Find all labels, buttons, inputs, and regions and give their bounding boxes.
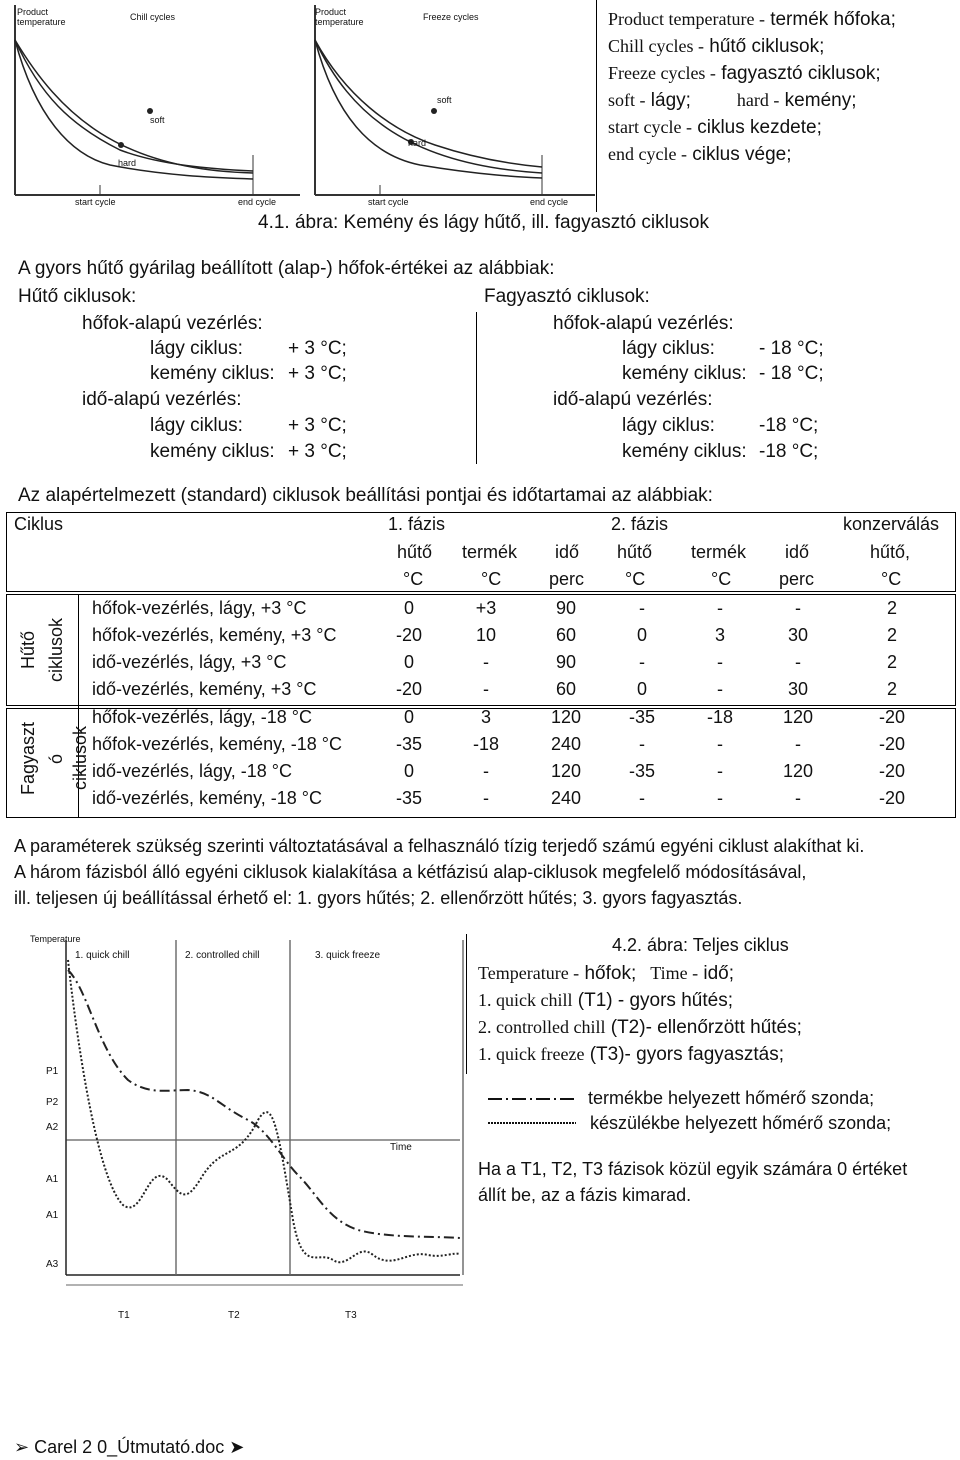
table-cell: - bbox=[795, 652, 801, 672]
table-cell: 90 bbox=[555, 598, 577, 618]
table-cell: - bbox=[639, 734, 645, 754]
ytick-a1: A1 bbox=[46, 1174, 59, 1185]
table-cell: - bbox=[483, 761, 489, 781]
th-cons-unit: °C bbox=[881, 569, 902, 589]
table-header-phase2: 2. fázis bbox=[611, 514, 669, 534]
ytick-p1: P1 bbox=[46, 1066, 59, 1077]
full-cycle-ylabel: Temperature bbox=[30, 934, 81, 944]
table-cell: -20 bbox=[878, 761, 905, 781]
footer: ➢ Carel 2 0_Útmutató.doc ➤ bbox=[14, 1437, 245, 1457]
table-cell: 3 bbox=[714, 625, 725, 645]
table-cell: 2 bbox=[886, 625, 897, 645]
th-p2-time-unit: perc bbox=[779, 569, 815, 589]
freeze-time-soft-value: -18 °C; bbox=[759, 415, 819, 436]
freeze-temp-soft-value: - 18 °C; bbox=[759, 338, 824, 359]
chill-cycles-title: Hűtő ciklusok: bbox=[18, 286, 137, 307]
para-line-3: ill. teljesen új beállítással érhető el: 1. gyors hűtés; 2. ellenőrzött hűtés; 3. gyors fagyasztás. bbox=[14, 888, 743, 908]
freeze-end-label: end cycle bbox=[530, 197, 569, 207]
xtick-t1: T1 bbox=[118, 1310, 130, 1321]
freeze-soft-label: soft bbox=[437, 95, 452, 105]
figure2-caption: 4.2. ábra: Teljes ciklus bbox=[612, 935, 789, 955]
table-cell: -20 bbox=[878, 734, 905, 754]
table-cell: 2 bbox=[886, 679, 897, 699]
chill-group-label: Hűtő ciklusok bbox=[18, 617, 66, 683]
table-cell: -35 bbox=[628, 707, 655, 727]
phase-label-2: 2. controlled chill bbox=[185, 950, 260, 961]
table-cell: - bbox=[717, 652, 723, 672]
note-line-1: Ha a T1, T2, T3 fázisok közül egyik számára 0 értéket bbox=[478, 1159, 908, 1179]
table-cell: 240 bbox=[550, 734, 582, 754]
phase-label-3: 3. quick freeze bbox=[315, 950, 381, 961]
table-row-label: idő-vezérlés, kemény, +3 °C bbox=[92, 679, 317, 699]
table-cell: 30 bbox=[787, 625, 809, 645]
full-cycle-xlabel: Time bbox=[390, 1142, 412, 1153]
chill-temp-hard-label: kemény ciklus: bbox=[150, 363, 275, 384]
table-cell: 0 bbox=[403, 598, 414, 618]
ytick-a1-2: A1 bbox=[46, 1210, 59, 1221]
ytick-p2: P2 bbox=[46, 1097, 59, 1108]
table-cell: - bbox=[483, 679, 489, 699]
table-row-label: hőfok-vezérlés, kemény, +3 °C bbox=[92, 625, 337, 645]
th-cons-cooler: hűtő, bbox=[870, 542, 911, 562]
th-p1-cooler-unit: °C bbox=[403, 569, 424, 589]
table-cell: -35 bbox=[628, 761, 655, 781]
footer-arrow-right-icon: ➢ bbox=[14, 1437, 30, 1457]
table-row-label: idő-vezérlés, lágy, -18 °C bbox=[92, 761, 292, 781]
chill-hard-label: hard bbox=[118, 158, 137, 168]
chill-temp-soft-label: lágy ciklus: bbox=[150, 338, 243, 359]
xtick-t2: T2 bbox=[228, 1310, 240, 1321]
para-line-2: A három fázisból álló egyéni ciklusok kialakítása a kétfázisú alap-ciklusok megfelelő módosításával, bbox=[14, 862, 807, 882]
table-cell: 0 bbox=[403, 707, 414, 727]
th-p1-product: termék bbox=[462, 542, 518, 562]
table-cell: -20 bbox=[395, 625, 422, 645]
table-cell: 0 bbox=[403, 761, 414, 781]
table-row-label: idő-vezérlés, kemény, -18 °C bbox=[92, 788, 322, 808]
chill-time-soft-label: lágy ciklus: bbox=[150, 415, 243, 436]
table-cell: -20 bbox=[395, 679, 422, 699]
freeze-cycles-title: Fagyasztó ciklusok: bbox=[484, 286, 650, 307]
table-header-conservation: konzerválás bbox=[843, 514, 940, 534]
th-p2-cooler-unit: °C bbox=[625, 569, 646, 589]
table-header-phase1: 1. fázis bbox=[388, 514, 446, 534]
table-cell: - bbox=[639, 598, 645, 618]
freeze-start-label: start cycle bbox=[368, 197, 409, 207]
ytick-a2: A2 bbox=[46, 1122, 59, 1133]
table-cell: - bbox=[639, 788, 645, 808]
table-cell: - bbox=[717, 679, 723, 699]
table-cell: - bbox=[483, 788, 489, 808]
th-p1-time-unit: perc bbox=[549, 569, 585, 589]
table-cell: 60 bbox=[555, 625, 577, 645]
freeze-title: Freeze cycles bbox=[423, 12, 479, 22]
table-cell: - bbox=[717, 761, 723, 781]
freeze-temp-soft-label: lágy ciklus: bbox=[622, 338, 715, 359]
full-cycle-chart bbox=[28, 930, 468, 1330]
chill-soft-label: soft bbox=[150, 115, 165, 125]
legend-device-probe: készülékbe helyezett hőmérő szonda; bbox=[590, 1113, 892, 1133]
phase-label-1: 1. quick chill bbox=[75, 950, 130, 961]
th-p2-time: idő bbox=[785, 542, 810, 562]
chill-time-hard-label: kemény ciklus: bbox=[150, 441, 275, 462]
table-cell: 60 bbox=[555, 679, 577, 699]
freeze-time-ctrl: idő-alapú vezérlés: bbox=[553, 389, 713, 410]
th-p1-product-unit: °C bbox=[481, 569, 502, 589]
chill-cycles-chart bbox=[10, 5, 310, 215]
table-cell: - bbox=[717, 788, 723, 808]
chill-time-hard-value: + 3 °C; bbox=[288, 441, 347, 462]
table-intro: Az alapértelmezett (standard) ciklusok beállítási pontjai és időtartamai az alábbiak: bbox=[18, 485, 713, 506]
table-cell: 30 bbox=[787, 679, 809, 699]
th-p2-cooler: hűtő bbox=[617, 542, 653, 562]
legend-line-product bbox=[488, 1094, 578, 1104]
table-cell: - bbox=[795, 598, 801, 618]
freeze-group-label: Fagyaszt ó ciklusok bbox=[18, 721, 90, 795]
figure1-legend: Product temperature - termék hőfoka; Chill cycles - hűtő ciklusok; Freeze cycles - fagyasztó ciklusok; soft - lágy; hard - kemény; start cycle - ciklus kezdete; end cycle - ciklus vége; bbox=[608, 9, 896, 165]
chill-time-ctrl: idő-alapú vezérlés: bbox=[82, 389, 242, 410]
freeze-ylabel: Product temperature bbox=[315, 7, 364, 27]
th-p1-cooler: hűtő bbox=[397, 542, 433, 562]
table-cell: 3 bbox=[480, 707, 491, 727]
table-cell: - bbox=[483, 652, 489, 672]
xtick-t3: T3 bbox=[345, 1310, 357, 1321]
para-line-1: A paraméterek szükség szerinti változtatásával a felhasználó tízig terjedő számú egyéni ciklust alakíthat ki. bbox=[14, 836, 865, 856]
chill-time-soft-value: + 3 °C; bbox=[288, 415, 347, 436]
table-cell: - bbox=[717, 598, 723, 618]
table-cell: 10 bbox=[475, 625, 497, 645]
freeze-temp-hard-value: - 18 °C; bbox=[759, 363, 824, 384]
table-row-label: hőfok-vezérlés, lágy, +3 °C bbox=[92, 598, 307, 618]
chill-temp-ctrl: hőfok-alapú vezérlés: bbox=[82, 313, 263, 334]
footer-arrow-left-icon: ➤ bbox=[229, 1437, 245, 1457]
th-p2-product-unit: °C bbox=[711, 569, 732, 589]
table-cell: 90 bbox=[555, 652, 577, 672]
figure2-legend: Temperature - hőfok; Time - idő; 1. quick chill (T1) - gyors hűtés; 2. controlled chill (T2)- ellenőrzött hűtés; 1. quick freeze (T3)- gyors fagyasztás; bbox=[478, 963, 802, 1065]
table-cell: 2 bbox=[886, 598, 897, 618]
table-header-cycle: Ciklus bbox=[14, 514, 64, 534]
table-cell: 0 bbox=[636, 679, 647, 699]
table-cell: - bbox=[795, 734, 801, 754]
table-cell: 120 bbox=[782, 761, 814, 781]
defaults-intro: A gyors hűtő gyárilag beállított (alap-) hőfok-értékei az alábbiak: bbox=[18, 258, 555, 279]
figure1-separator bbox=[596, 0, 597, 212]
table-cell: -35 bbox=[395, 788, 422, 808]
chill-ylabel: Product temperature bbox=[17, 7, 66, 27]
table-cell: -20 bbox=[878, 707, 905, 727]
table-cell: -35 bbox=[395, 734, 422, 754]
freeze-temp-ctrl: hőfok-alapú vezérlés: bbox=[553, 313, 734, 334]
chill-title: Chill cycles bbox=[130, 12, 176, 22]
table-cell: 2 bbox=[886, 652, 897, 672]
table-cell: -20 bbox=[878, 788, 905, 808]
defaults-separator bbox=[476, 312, 477, 464]
chill-temp-soft-value: + 3 °C; bbox=[288, 338, 347, 359]
table-cell: 240 bbox=[550, 788, 582, 808]
table-cell: 120 bbox=[550, 707, 582, 727]
legend-line-device bbox=[488, 1118, 578, 1128]
th-p2-product: termék bbox=[691, 542, 747, 562]
table-row-label: idő-vezérlés, lágy, +3 °C bbox=[92, 652, 287, 672]
legend-product-probe: termékbe helyezett hőmérő szonda; bbox=[588, 1088, 875, 1108]
freeze-time-hard-value: -18 °C; bbox=[759, 441, 819, 462]
th-p1-time: idő bbox=[555, 542, 580, 562]
figure1-caption: 4.1. ábra: Kemény és lágy hűtő, ill. fagyasztó ciklusok bbox=[258, 212, 709, 233]
chill-temp-hard-value: + 3 °C; bbox=[288, 363, 347, 384]
chill-start-label: start cycle bbox=[75, 197, 116, 207]
note-line-2: állít be, az a fázis kimarad. bbox=[478, 1185, 692, 1205]
freeze-temp-hard-label: kemény ciklus: bbox=[622, 363, 747, 384]
figure2-separator bbox=[466, 934, 467, 1074]
table-cell: 120 bbox=[550, 761, 582, 781]
freeze-time-hard-label: kemény ciklus: bbox=[622, 441, 747, 462]
table-cell: 0 bbox=[636, 625, 647, 645]
table-cell: - bbox=[795, 788, 801, 808]
table-cell: 120 bbox=[782, 707, 814, 727]
table-cell: -18 bbox=[706, 707, 733, 727]
table-cell: +3 bbox=[475, 598, 497, 618]
table-cell: - bbox=[639, 652, 645, 672]
freeze-hard-label: hard bbox=[408, 138, 427, 148]
freeze-time-soft-label: lágy ciklus: bbox=[622, 415, 715, 436]
freeze-cycles-chart bbox=[310, 5, 610, 215]
table-cell: - bbox=[717, 734, 723, 754]
table-row-label: hőfok-vezérlés, kemény, -18 °C bbox=[92, 734, 342, 754]
table-cell: 0 bbox=[403, 652, 414, 672]
table-cell: -18 bbox=[472, 734, 499, 754]
chill-end-label: end cycle bbox=[238, 197, 277, 207]
ytick-a3: A3 bbox=[46, 1259, 59, 1270]
table-row-label: hőfok-vezérlés, lágy, -18 °C bbox=[92, 707, 312, 727]
